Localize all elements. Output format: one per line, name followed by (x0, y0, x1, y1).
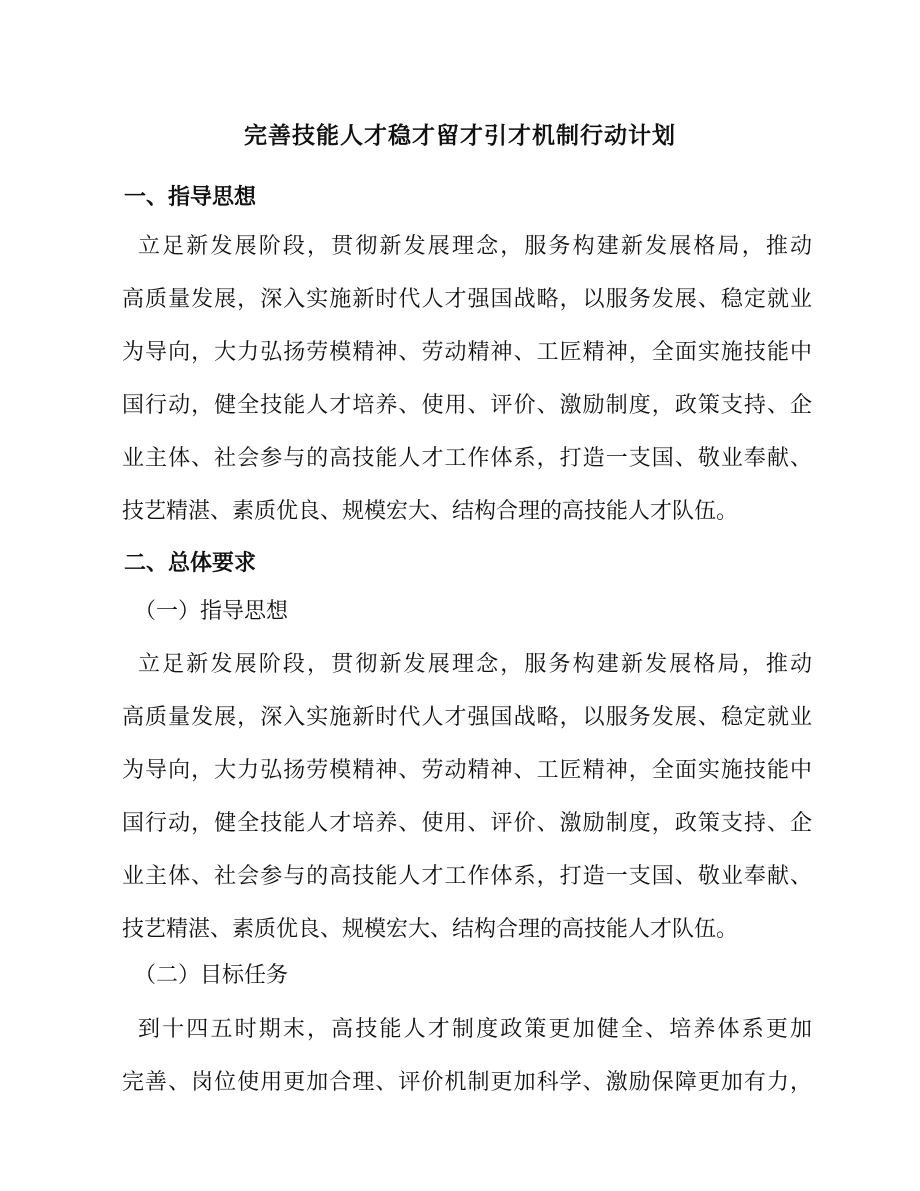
paragraph-line: 技艺精湛、素质优良、规模宏大、结构合理的高技能人才队伍。 (122, 499, 739, 524)
paragraph-line: 为导向，大力弘扬劳模精神、劳动精神、工匠精神，全面实施技能中 (122, 758, 812, 783)
paragraph-line: 完善、岗位使用更加合理、评价机制更加科学、激励保障更加有力， (122, 1070, 812, 1095)
document-title: 完善技能人才稳才留才引才机制行动计划 (244, 123, 676, 149)
paragraph-line: 国行动，健全技能人才培养、使用、评价、激励制度，政策支持、企 (122, 811, 812, 836)
paragraph-line: 国行动，健全技能人才培养、使用、评价、激励制度，政策支持、企 (122, 393, 812, 418)
paragraph-line: 业主体、社会参与的高技能人才工作体系，打造一支国、敬业奉献、 (122, 446, 812, 471)
subsection-heading-goals-tasks: （二）目标任务 (134, 963, 289, 988)
section2-sub1-paragraph (122, 638, 812, 956)
subsection-heading-guiding-ideology: （一）指导思想 (134, 599, 289, 624)
paragraph-line: 立足新发展阶段，贯彻新发展理念，服务构建新发展格局，推动 (138, 234, 812, 259)
section-heading-overall-requirements: 二、总体要求 (124, 551, 257, 576)
section2-sub2-paragraph (122, 1003, 812, 1109)
section-heading-guiding-ideology: 一、指导思想 (124, 185, 257, 210)
paragraph-line: 立足新发展阶段，贯彻新发展理念，服务构建新发展格局，推动 (138, 652, 812, 677)
paragraph-line: 技艺精湛、素质优良、规模宏大、结构合理的高技能人才队伍。 (122, 917, 739, 942)
paragraph-line: 业主体、社会参与的高技能人才工作体系，打造一支国、敬业奉献、 (122, 864, 812, 889)
section1-paragraph (122, 220, 812, 538)
paragraph-line: 到十四五时期末，高技能人才制度政策更加健全、培养体系更加 (138, 1017, 812, 1042)
paragraph-line: 为导向，大力弘扬劳模精神、劳动精神、工匠精神，全面实施技能中 (122, 340, 812, 365)
paragraph-line: 高质量发展，深入实施新时代人才强国战略，以服务发展、稳定就业 (122, 705, 812, 730)
paragraph-line: 高质量发展，深入实施新时代人才强国战略，以服务发展、稳定就业 (122, 287, 812, 312)
